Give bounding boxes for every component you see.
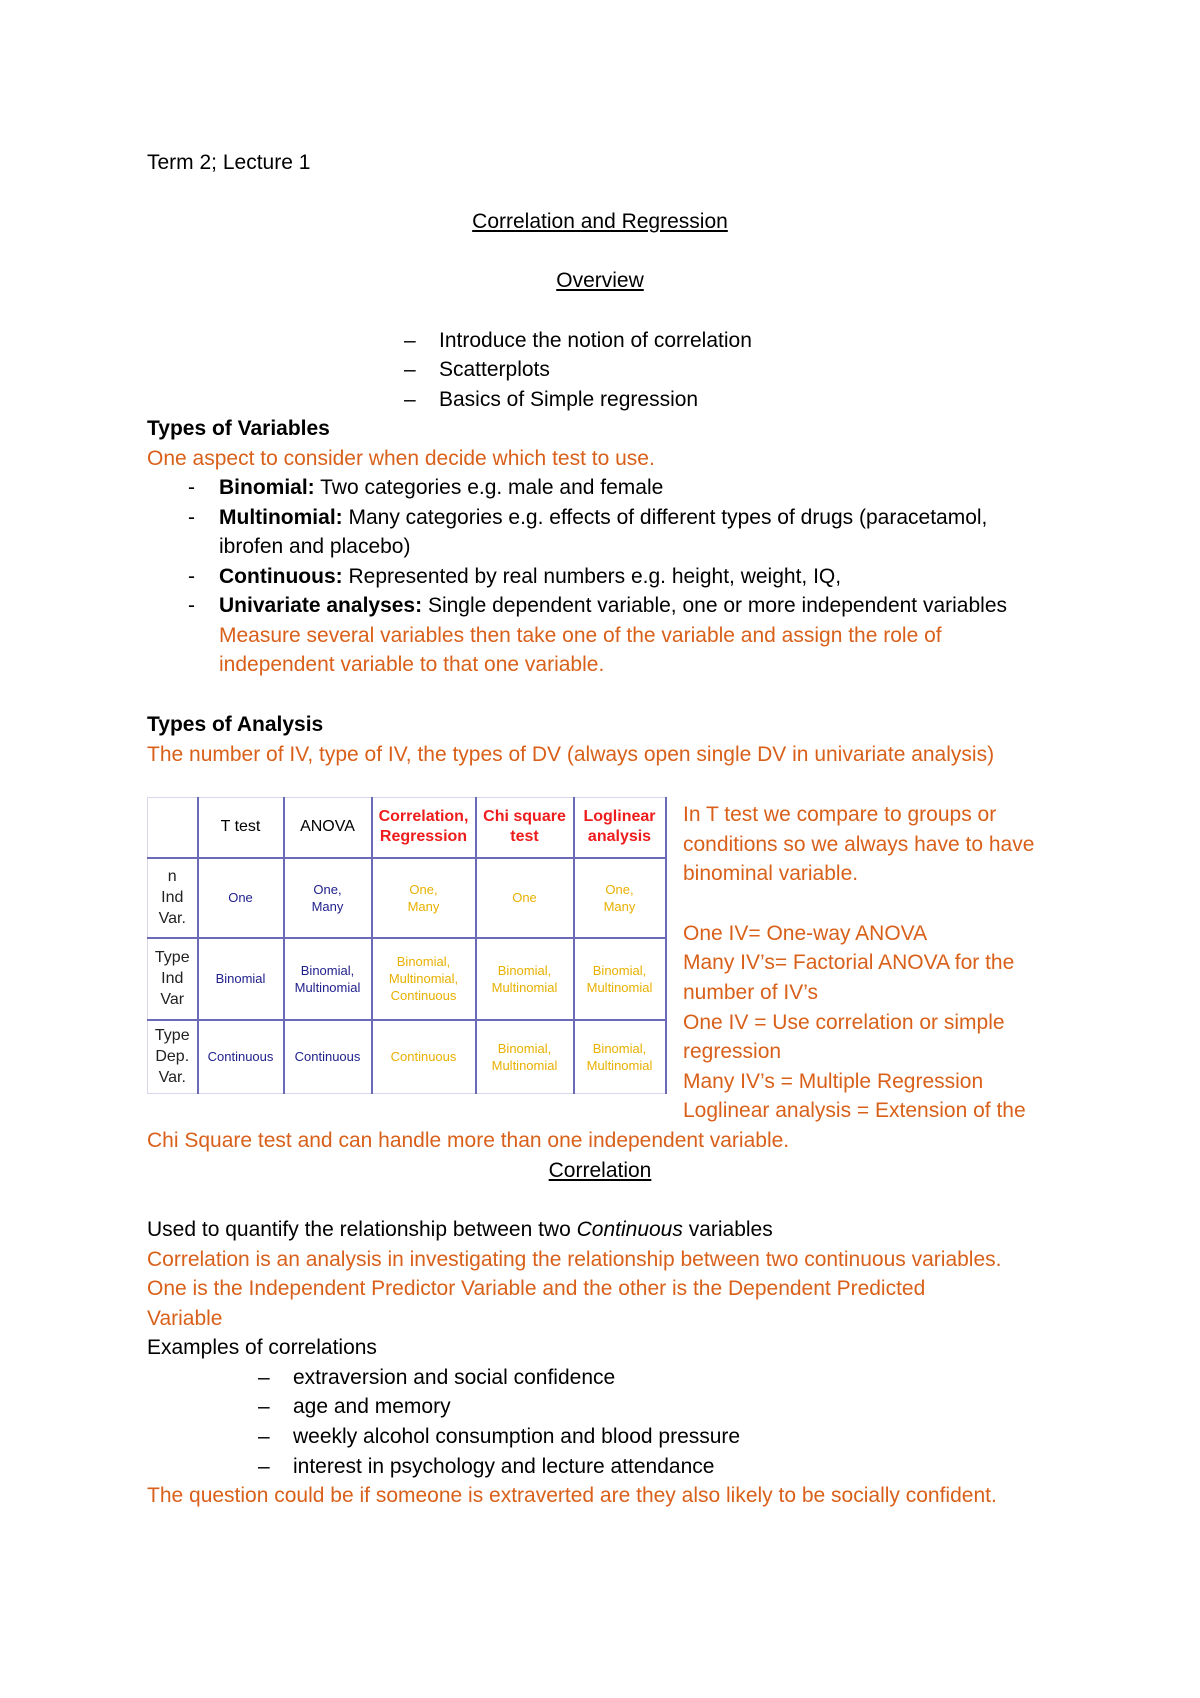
table-cell <box>476 858 574 938</box>
cell-text: Ind <box>161 970 184 987</box>
table-cell <box>372 858 476 938</box>
correlation-note: Variable <box>147 1307 223 1330</box>
cell-text: Binomial <box>215 971 266 986</box>
cell-text: Ind <box>161 889 184 906</box>
side-note-line: Loglinear analysis = Extension of the <box>683 1099 1026 1122</box>
list-item <box>219 562 841 591</box>
cell-text: test <box>510 828 539 846</box>
cell-text: Loglinear <box>583 808 656 826</box>
table-corner-cell <box>148 798 198 858</box>
definition-emphasis: Continuous <box>576 1218 683 1241</box>
term-binomial: Binomial: <box>219 476 315 499</box>
cell-text: Type <box>154 1027 190 1045</box>
list-item: interest in psychology and lecture attendance <box>293 1455 715 1478</box>
list-item: weekly alcohol consumption and blood pressure <box>293 1425 741 1448</box>
cell-text: Continuous <box>390 988 457 1003</box>
examples-heading: Examples of correlations <box>147 1336 377 1359</box>
cell-text: Var <box>160 991 185 1008</box>
table-header-cell <box>284 798 372 858</box>
term-desc: Two categories e.g. male and female <box>314 476 664 499</box>
cell-text: Var. <box>158 1069 186 1087</box>
cell-text: Chi square <box>483 808 566 826</box>
table-cell <box>574 858 666 938</box>
cell-text: Binomial, <box>592 1040 647 1056</box>
cell-text: Binomial, <box>497 962 552 978</box>
list-bullet: – <box>404 329 416 352</box>
list-item <box>219 591 1007 620</box>
cell-text: One, <box>313 881 342 897</box>
side-note-line: One IV = Use correlation or simple <box>683 1011 1005 1034</box>
cell-text: Multinomial <box>294 979 361 995</box>
side-note-line: number of IV’s <box>683 981 819 1004</box>
table-header-cell <box>372 798 476 858</box>
list-bullet: - <box>188 594 195 617</box>
types-of-analysis-heading: Types of Analysis <box>147 713 324 736</box>
correlation-definition <box>147 1215 773 1244</box>
table-cell <box>476 1020 574 1094</box>
univariate-note: independent variable to that one variable. <box>219 653 605 676</box>
side-note-line: regression <box>683 1040 782 1063</box>
term-desc: Single dependent variable, one or more independent variables <box>422 594 1008 617</box>
cell-text: Multinomial <box>491 1057 558 1073</box>
cell-text: Multinomial, <box>388 971 459 986</box>
cell-text: Multinomial <box>586 1057 653 1073</box>
cell-text: Correlation, <box>378 808 469 826</box>
list-item: extraversion and social confidence <box>293 1366 616 1389</box>
cell-text: Dep. <box>155 1048 190 1066</box>
table-row-label <box>148 938 198 1020</box>
list-item: age and memory <box>293 1395 451 1418</box>
cell-text: Multinomial <box>586 979 653 995</box>
page-title: Correlation and Regression <box>472 210 728 233</box>
cell-text: Continuous <box>207 1049 274 1065</box>
table-row-label <box>148 858 198 938</box>
table-cell <box>198 858 284 938</box>
lecture-label: Term 2; Lecture 1 <box>147 151 311 174</box>
table-cell <box>574 938 666 1020</box>
side-note-line: Many IV’s= Factorial ANOVA for the <box>683 951 1015 974</box>
term-desc: Many categories e.g. effects of different types of drugs (paracetamol, <box>342 506 988 529</box>
analysis-types-table <box>147 797 667 1094</box>
list-item: Scatterplots <box>439 358 550 381</box>
cell-text: Regression <box>379 828 468 846</box>
table-row <box>148 858 666 938</box>
cell-text: Many <box>603 898 636 914</box>
list-bullet: – <box>404 388 416 411</box>
term-univariate: Univariate analyses: <box>219 594 423 617</box>
cell-text: Type <box>154 949 190 966</box>
table-cell <box>284 938 372 1020</box>
side-note-line: conditions so we always have to have <box>683 833 1035 856</box>
cell-text: Var. <box>158 910 186 927</box>
overview-heading: Overview <box>556 269 644 292</box>
table-cell <box>574 1020 666 1094</box>
side-note-line: Many IV’s = Multiple Regression <box>683 1070 984 1093</box>
correlation-note: One is the Independent Predictor Variable and the other is the Dependent Predicted <box>147 1277 926 1300</box>
table-cell <box>372 938 476 1020</box>
table-row <box>148 1020 666 1094</box>
univariate-note: Measure several variables then take one of the variable and assign the role of <box>219 624 942 647</box>
definition-text: variables <box>682 1218 773 1241</box>
list-bullet: – <box>404 358 416 381</box>
list-bullet: - <box>188 565 195 588</box>
cell-text: One <box>228 890 253 905</box>
table-header-cell <box>476 798 574 858</box>
types-of-analysis-note: The number of IV, type of IV, the types of DV (always open single DV in univariate analysis) <box>147 743 995 766</box>
list-bullet: – <box>258 1455 270 1478</box>
cell-text: Binomial, <box>396 954 451 969</box>
cell-text: analysis <box>587 828 652 846</box>
term-continuous: Continuous: <box>219 565 343 588</box>
side-note-continuation: Chi Square test and can handle more than one independent variable. <box>147 1129 790 1152</box>
types-of-variables-heading: Types of Variables <box>147 417 330 440</box>
term-desc-continued: ibrofen and placebo) <box>219 535 411 558</box>
table-cell <box>476 938 574 1020</box>
list-bullet: - <box>188 506 195 529</box>
cell-text: One <box>512 890 537 905</box>
list-bullet: – <box>258 1425 270 1448</box>
side-note-line: In T test we compare to groups or <box>683 803 997 826</box>
definition-text: Used to quantify the relationship between two <box>147 1218 577 1241</box>
closing-question: The question could be if someone is extraverted are they also likely to be socially confident. <box>147 1484 997 1507</box>
cell-text: Many <box>407 898 440 914</box>
list-bullet: – <box>258 1366 270 1389</box>
cell-text: Binomial, <box>497 1040 552 1056</box>
cell-text: Many <box>311 898 344 914</box>
list-item: Basics of Simple regression <box>439 388 699 411</box>
term-desc: Represented by real numbers e.g. height, weight, IQ, <box>342 565 842 588</box>
table-header-cell <box>574 798 666 858</box>
correlation-note: Correlation is an analysis in investigating the relationship between two continuous variables. <box>147 1248 1002 1271</box>
term-multinomial: Multinomial: <box>219 506 343 529</box>
list-item <box>219 473 663 502</box>
cell-text: One, <box>605 881 634 897</box>
table-cell <box>198 938 284 1020</box>
side-note-line: binominal variable. <box>683 862 859 885</box>
list-bullet: - <box>188 476 195 499</box>
list-item <box>219 503 987 532</box>
cell-text: Binomial, <box>300 962 355 978</box>
table-cell <box>198 1020 284 1094</box>
side-note-line: One IV= One-way ANOVA <box>683 922 928 945</box>
cell-text: T test <box>220 818 261 836</box>
cell-text: Binomial, <box>592 962 647 978</box>
types-of-variables-note: One aspect to consider when decide which test to use. <box>147 447 655 470</box>
cell-text: One, <box>409 881 438 897</box>
cell-text: Continuous <box>294 1049 361 1065</box>
table-header-row <box>148 798 666 858</box>
table-row <box>148 938 666 1020</box>
table-row-label <box>148 1020 198 1094</box>
cell-text: n <box>167 868 177 885</box>
table-cell <box>284 1020 372 1094</box>
cell-text: ANOVA <box>300 818 355 836</box>
list-bullet: – <box>258 1395 270 1418</box>
cell-text: Multinomial <box>491 979 558 995</box>
list-item: Introduce the notion of correlation <box>439 329 752 352</box>
cell-text: Continuous <box>390 1049 457 1065</box>
table-cell <box>372 1020 476 1094</box>
table-header-cell <box>198 798 284 858</box>
correlation-heading: Correlation <box>548 1159 652 1182</box>
table-cell <box>284 858 372 938</box>
